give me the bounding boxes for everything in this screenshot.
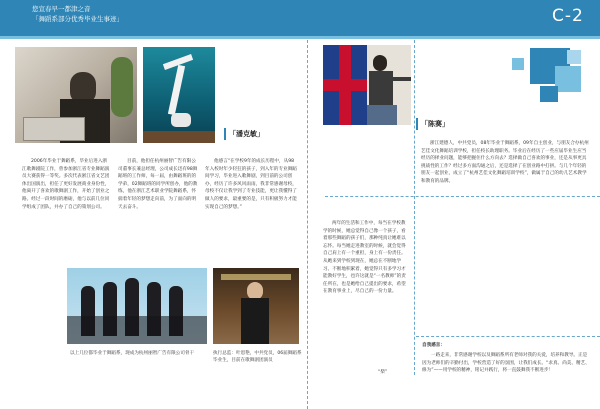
name-marker-chen (416, 118, 418, 130)
decor-square-bottom (540, 86, 558, 102)
header-title (32, 4, 123, 24)
profile-chen-text-mid: 两年的生活和工作中，每当在学校教学的时候，她总觉得自己像一个孩子，看着那些舞蹈的孩子们，那种纯真让她难以忘怀。每当她走进教室的时候，就会觉得自己肩上有一个重担，身上有一份责任。从她来到学校到现在，她总在不断地学习、不断地积累着，她觉得只有多学习才能教好学生，也许这就是“一名教师”的责任所在，也是她给自己提出的要求，希望在教育事业上，尽自己的一份力量。 (323, 221, 406, 295)
header-title-line1: 您宣春早一都津之音 (32, 5, 91, 13)
header-title-line2: 「舞蹈系部分优秀毕业生事迹」 (32, 15, 123, 23)
divider-right (414, 40, 415, 375)
profile-tang-text-col3: 他感言“在学校9年的成长历程中，从98年入校时年少轻狂的孩子，到入年的专业舞蹈间学习，毕业进入歌舞剧，到目前的公司创办，经历了许多风风雨雨，我非常感谢母校，母校不仅让我学到了专业技能，更让我懂得了做人的要求，最重要的是，只有积极努力才能实现自己的梦想。” (205, 159, 297, 210)
profile-chen-self-text: 一路走来，非常感谢学校以及舞蹈系所有老师对我的关爱，培养和教导。正是因为老师们的辛勤付出，学校营造了好的氛围，让我们成长。“求真、尚美、精艺、修为”——用学校的精神，铭记并践行，将一直鼓舞我不断进步！ (422, 353, 590, 374)
profile-tang-text-col1: 2006年毕业于舞蹈系，毕业后进入浙江歌舞剧院工作，曾参加浙江省专业舞蹈演员大赛获得一等奖。多次代表浙江省文艺团体出国演出，担任了更好发展商业身份性，他离开了喜欢的歌舞剧工作，开始了创业之路。经过一段时间的磨砺，他与以前几位同学组成了团队，并办了自己的策划公司。 (22, 159, 110, 210)
profile-tang-text-col2: 目前，他担任杭州丽智广告有限公司董事长兼总经理，公司成长迅有98舞蹈班的工作师，每一届，由舞蹈班的的学弟，02舞蹈班的同学所创办，他的教练，他在浙江艺术职业学院舞蹈系，怀揣着年轻的梦想走向前，为了面向的明天去奋斗。 (118, 159, 198, 210)
profile-chen-text-top: 浙江建德人，中共党员，08年毕业于舞蹈系，09年自主创业，与朋友合办杭州艺佳文化舞蹈培训学校，担任校长助理职务。毕业后在经历了一些应届毕业生应当经历的择业问题，能够把握住什么方向去？选择做自己喜欢的事业，还是从事更具挑战性的工作？经过多方面沟通之后，还是选择了在创业路中打拼。与几个年轻的朋友一起创业，成立了“杭州艺佳文化舞蹈培训学校”，做属于自己的幼儿艺术教学和教育的品牌。 (421, 141, 589, 184)
divider-center (307, 40, 308, 409)
name-marker-tang (224, 128, 226, 140)
photo-group-staff (67, 268, 207, 344)
photo-man-standing (213, 268, 299, 344)
photo-dancer-handstand (143, 47, 215, 143)
caption-group-photo: 以上几位都毕业于舞蹈系，现成为杭州丽智广告有限公司骨干 (70, 351, 195, 356)
divider-horizontal-bottom (416, 336, 600, 337)
profile-name-tang: 「潘克敏」 (229, 130, 264, 138)
caption-solo-photo: 执行总监：叶恩艳，中共党员，06届舞蹈系毕业生，目前在歌舞剧团演员 (213, 351, 302, 364)
profile-chen-quote-mark: “柴” (378, 370, 388, 375)
page-number: C-2 (552, 6, 584, 26)
divider-horizontal (325, 196, 600, 197)
decor-square-small2 (512, 58, 524, 70)
profile-name-chen: 「陈赛」 (421, 120, 449, 128)
decor-square-medium (555, 66, 581, 92)
decor-square-small (567, 50, 581, 64)
header-strip (0, 36, 600, 39)
photo-office-man (15, 47, 137, 143)
photo-chen-flag (323, 45, 411, 125)
profile-chen-self-label: 自我感言： (422, 343, 445, 348)
